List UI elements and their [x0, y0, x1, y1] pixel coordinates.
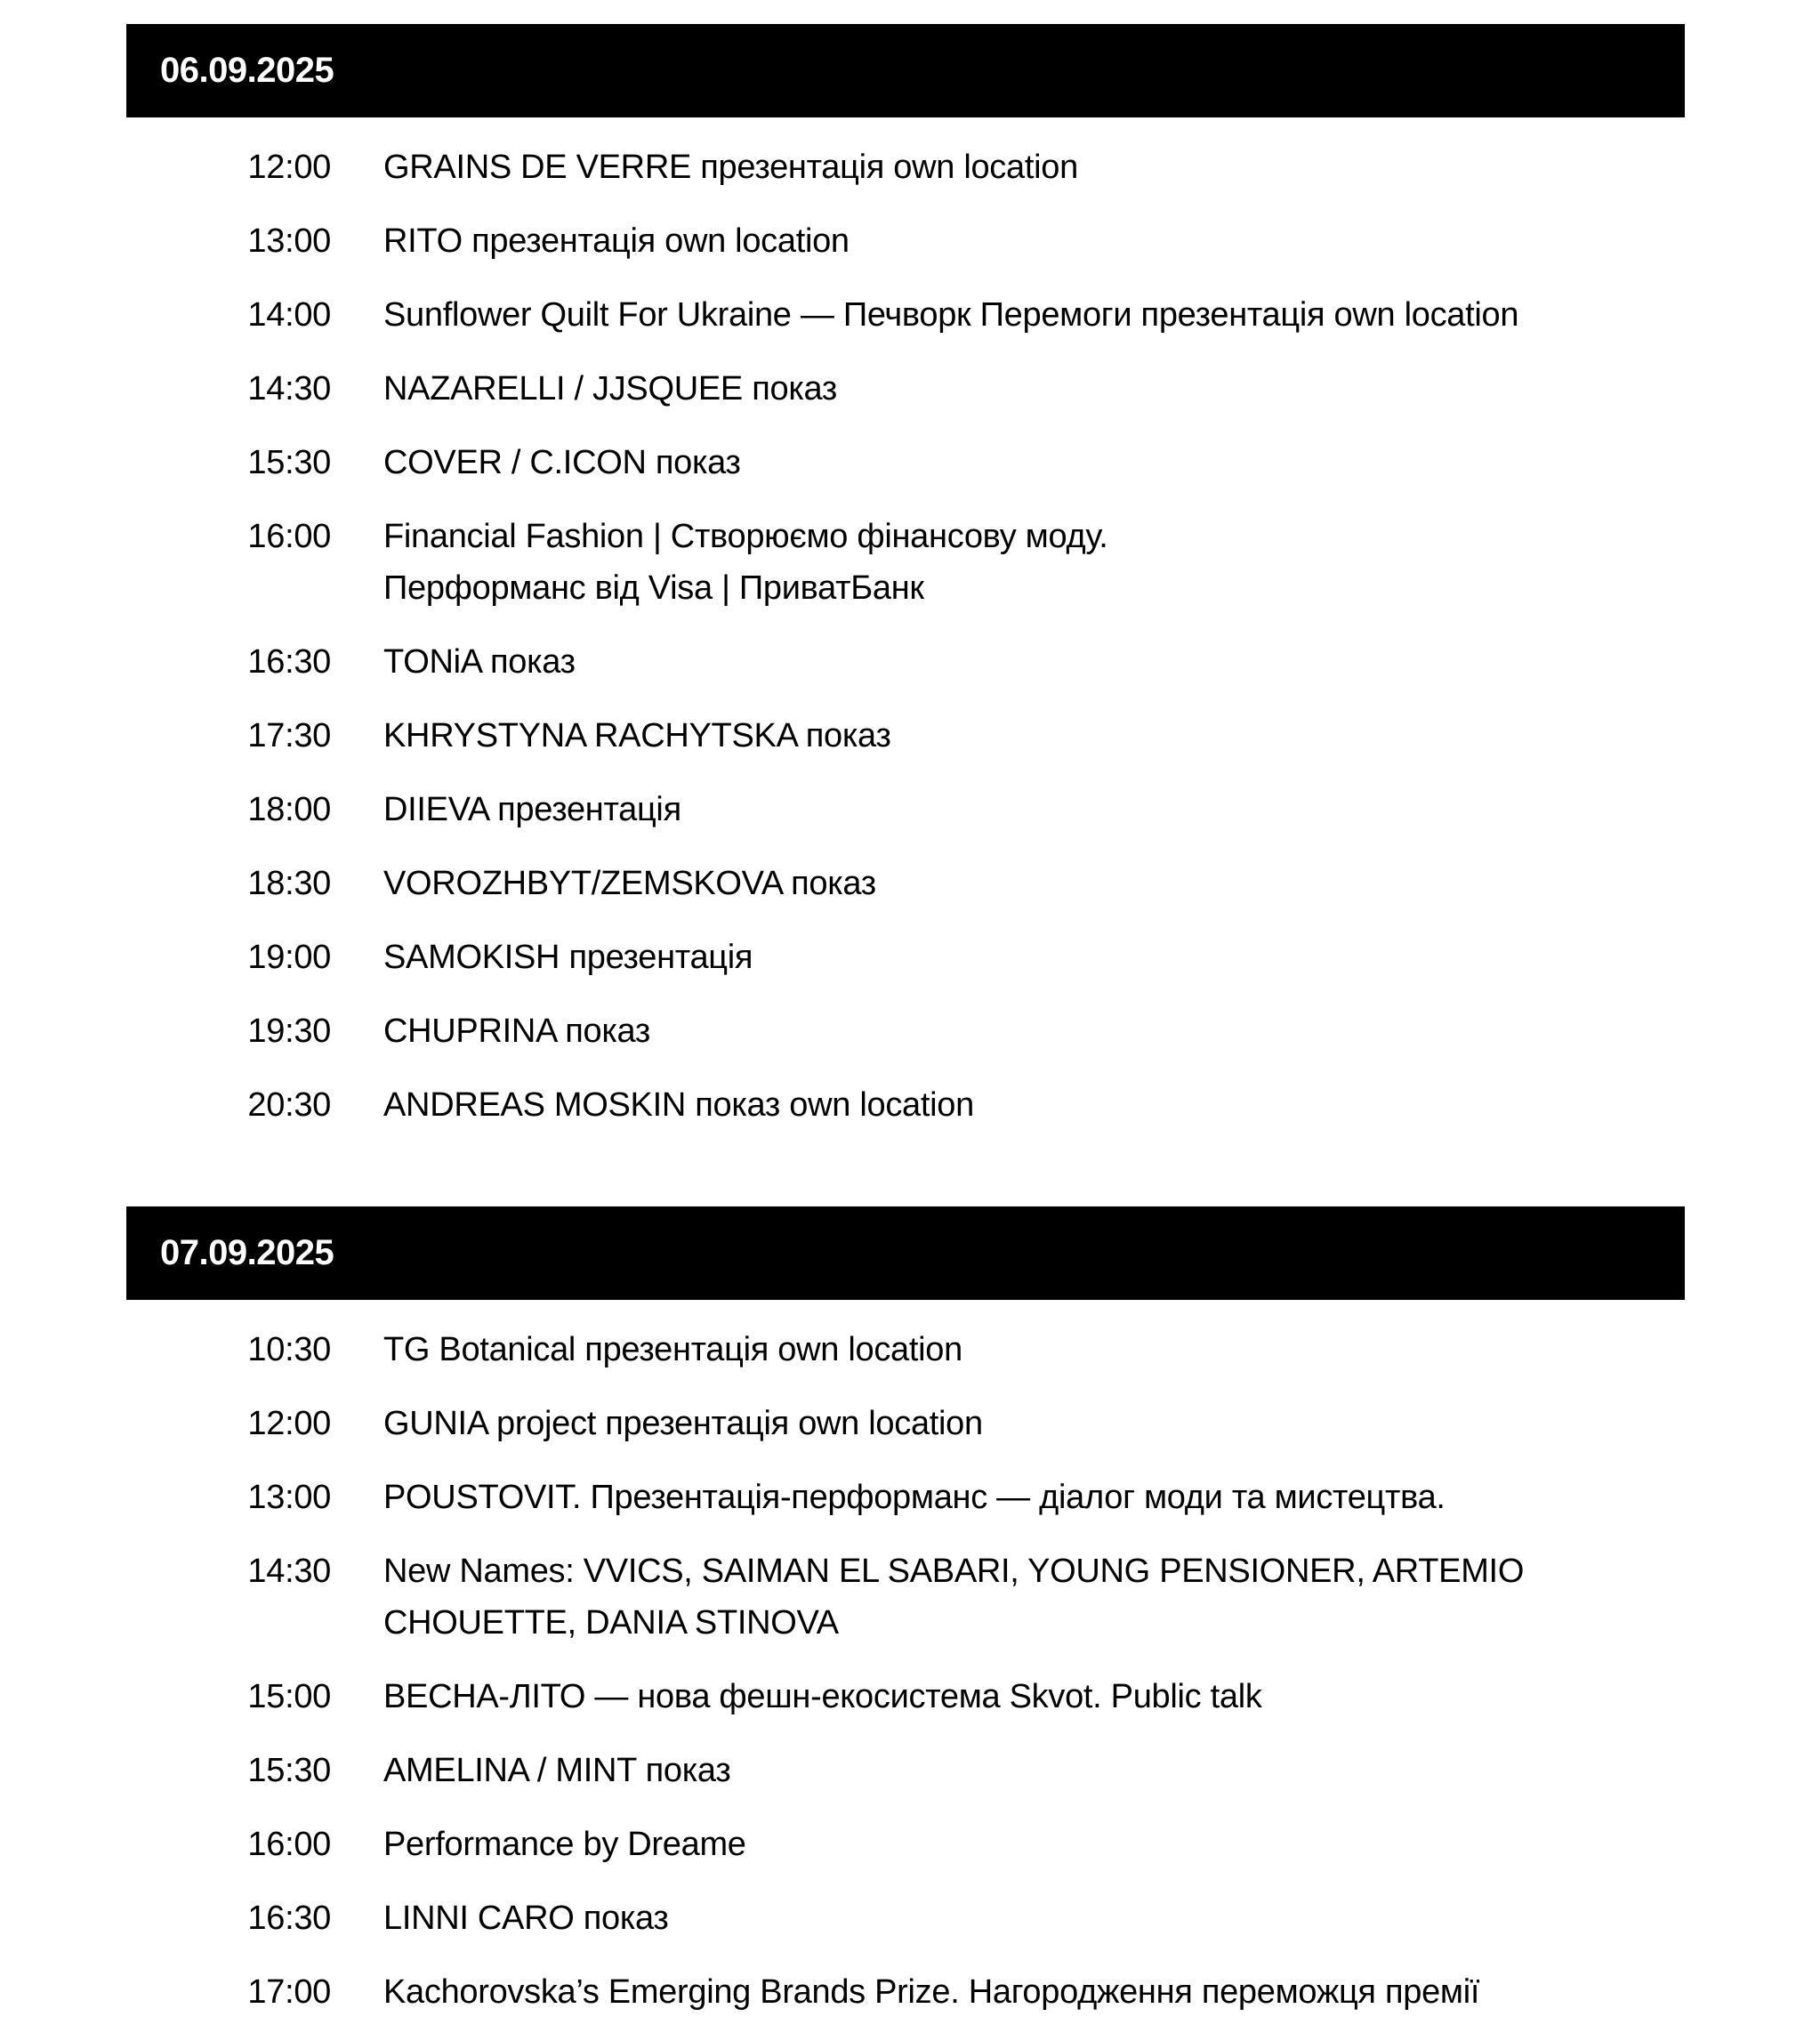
event-title: Financial Fashion | Створюємо фінансову моду. Перформанс від Visa | ПриватБанк — [383, 518, 1108, 607]
event-title: KHRYSTYNA RACHYTSKA показ — [383, 716, 891, 754]
event-time: 14:30 — [247, 1553, 331, 1590]
event-row — [126, 859, 1685, 910]
event-title: SAMOKISH презентація — [383, 938, 753, 976]
event-title: GRAINS DE VERRE презентація own location — [383, 149, 1078, 186]
event-time: 13:00 — [247, 1479, 331, 1516]
event-time: 16:30 — [247, 642, 331, 681]
event-title: DIIEVA презентація — [383, 790, 681, 828]
event-title: ВЕСНА-ЛІТО — нова фешн-екосистема Skvot. Public talk — [383, 1677, 1262, 1715]
event-title: NAZARELLI / JJSQUEE показ — [383, 370, 838, 407]
event-row — [126, 637, 1685, 689]
event-row — [126, 438, 1685, 489]
event-row — [126, 1967, 1685, 2019]
event-title: ANDREAS MOSKIN показ own location — [383, 1085, 974, 1124]
day-date: 06.09.2025 — [160, 51, 334, 90]
event-time: 18:00 — [247, 790, 331, 828]
event-title: CHUPRINA показ — [383, 1012, 651, 1050]
event-row — [126, 932, 1685, 984]
event-title: VOROZHBYT/ZEMSKOVA показ — [383, 864, 876, 902]
event-time: 10:30 — [247, 1331, 331, 1368]
event-row — [126, 1672, 1685, 1723]
event-time: 19:00 — [247, 938, 331, 976]
event-row — [126, 290, 1685, 342]
event-list — [126, 1300, 1685, 2018]
event-row — [126, 142, 1685, 194]
event-row — [126, 1006, 1685, 1058]
event-title: AMELINA / MINT показ — [383, 1751, 731, 1789]
event-title: POUSTOVIT. Презентація-перформанс — діалог моди та мистецтва. — [383, 1479, 1446, 1516]
event-time: 13:00 — [247, 222, 331, 260]
event-time: 17:00 — [247, 1972, 331, 2011]
event-row — [126, 216, 1685, 268]
event-time: 14:30 — [247, 370, 331, 407]
event-row — [126, 512, 1685, 614]
event-time: 18:30 — [247, 864, 331, 902]
event-row — [126, 1325, 1685, 1376]
event-title: New Names: VVICS, SAIMAN EL SABARI, YOUNG PENSIONER, ARTEMIO CHOUETTE, DANIA STINOVA — [383, 1553, 1525, 1642]
event-row — [126, 364, 1685, 415]
event-time: 19:30 — [247, 1012, 331, 1050]
event-time: 17:30 — [247, 716, 331, 754]
event-title: TONiA показ — [383, 642, 576, 681]
event-row — [126, 1399, 1685, 1450]
event-title: COVER / C.ICON показ — [383, 444, 741, 481]
event-time: 16:00 — [247, 1825, 331, 1863]
day-header — [126, 1206, 1685, 1300]
event-row — [126, 711, 1685, 762]
event-time: 20:30 — [247, 1085, 331, 1124]
event-row — [126, 785, 1685, 836]
event-row — [126, 1080, 1685, 1132]
day-section-2 — [126, 1206, 1685, 2041]
event-time: 15:30 — [247, 444, 331, 481]
event-time: 12:00 — [247, 149, 331, 186]
event-time: 12:00 — [247, 1405, 331, 1442]
day-date: 07.09.2025 — [160, 1233, 334, 1272]
event-row — [126, 1472, 1685, 1524]
day-section-1 — [126, 24, 1685, 1154]
event-title: RITO презентація own location — [383, 222, 850, 260]
event-time: 14:00 — [247, 296, 331, 334]
event-title: Kachorovska’s Emerging Brands Prize. Нагородження переможця премії — [383, 1972, 1480, 2011]
event-title: Sunflower Quilt For Ukraine — Печворк Перемоги презентація own location — [383, 296, 1519, 334]
event-title: Performance by Dreame — [383, 1825, 746, 1863]
event-row — [126, 1893, 1685, 1945]
event-list — [126, 117, 1685, 1131]
event-title: GUNIA project презентація own location — [383, 1405, 983, 1442]
event-row — [126, 1819, 1685, 1871]
event-row — [126, 1546, 1685, 1649]
event-time: 15:30 — [247, 1751, 331, 1789]
event-title: TG Botanical презентація own location — [383, 1331, 962, 1368]
day-header — [126, 24, 1685, 117]
event-time: 15:00 — [247, 1677, 331, 1715]
event-row — [126, 1746, 1685, 1797]
event-time: 16:00 — [247, 518, 331, 555]
event-time: 16:30 — [247, 1899, 331, 1937]
event-title: LINNI CARO показ — [383, 1899, 669, 1937]
